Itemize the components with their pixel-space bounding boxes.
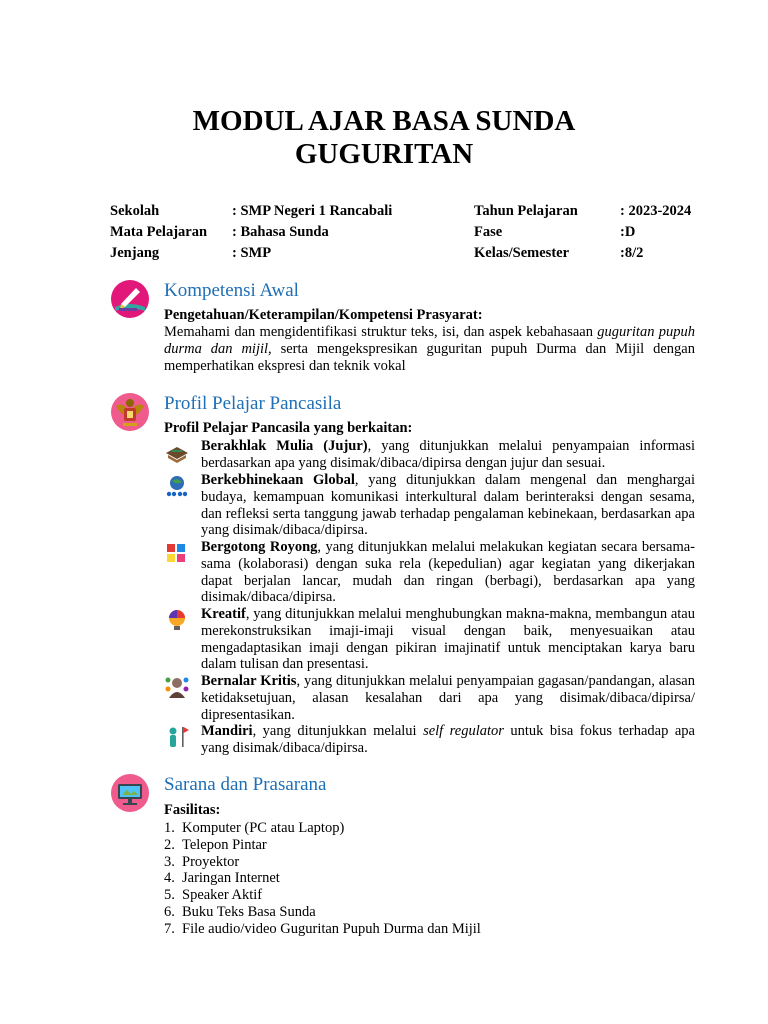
list-text: Komputer (PC atau Laptop) — [182, 820, 345, 836]
list-number: 1. — [164, 820, 175, 836]
meta-value: : SMP — [232, 245, 272, 261]
profil-item — [164, 673, 695, 723]
kompetensi-text: Memahami dan mengidentifikasi struktur teks, isi, dan aspek kebahasaan — [164, 324, 593, 340]
document-title-line1: MODUL AJAR BASA SUNDA — [192, 105, 576, 137]
sarana-subheading: Fasilitas: — [164, 802, 221, 818]
profil-item-text — [201, 539, 695, 606]
meta-value: :8/2 — [620, 245, 644, 261]
profil-item — [164, 438, 695, 472]
profil-item-italic: self regulator — [423, 723, 504, 739]
profil-item-title: Kreatif — [201, 606, 246, 622]
kompetensi-subheading: Pengetahuan/Keterampilan/Kompetensi Prasyarat: — [164, 307, 483, 323]
list-text: File audio/video Guguritan Pupuh Durma dan Mijil — [182, 920, 481, 937]
meta-label: Jenjang — [110, 245, 160, 261]
list-item — [164, 837, 481, 854]
meta-label: Fase — [474, 224, 503, 240]
kompetensi-italic: guguritan pupuh durma dan mijil — [164, 324, 696, 357]
list-number: 5. — [164, 887, 175, 904]
meta-label: Sekolah — [110, 203, 160, 219]
document-title-line2: GUGURITAN — [294, 138, 474, 170]
fasilitas-list — [164, 820, 481, 938]
profil-item-text — [201, 606, 695, 673]
meta-value: : SMP Negeri 1 Rancabali — [232, 203, 393, 219]
list-text: Jaringan Internet — [182, 870, 280, 887]
profil-item-text — [201, 673, 695, 723]
profil-item-desc: , yang ditunjukkan melalui menghubungkan makna-makna, membangun atau merekonstruksikan imaji-imaji visual dengan baik, menyesuaikan atau mengadaptasikan imaji dengan pikiran imajinatif untuk menciptakan karya baru dalam tulisan dan presentasi. — [201, 606, 695, 673]
profil-item-title: Bernalar Kritis — [201, 673, 297, 689]
list-text: Speaker Aktif — [182, 887, 263, 904]
profil-item-desc: , yang ditunjukkan melalui penyampaian informasi berdasarkan apa yang disimak/dibaca/dipirsa dengan jujur dan sesuai. — [201, 438, 695, 471]
meta-value: : 2023-2024 — [620, 203, 692, 219]
profil-item-text — [201, 438, 695, 472]
kompetensi-text-2: , serta mengekspresikan guguritan pupuh Durma dan Mijil dengan memperhatikan ekspresi dan teknik vokal — [164, 340, 695, 374]
list-text: Telepon Pintar — [182, 836, 267, 853]
meta-row — [110, 203, 700, 224]
gotong-royong-icon — [164, 540, 190, 566]
profil-item-title: Berkebhinekaan Global — [201, 472, 355, 488]
section-heading-profil: Profil Pelajar Pancasila — [164, 393, 342, 414]
meta-row — [110, 224, 700, 245]
meta-value: :D — [620, 224, 636, 240]
meta-label: Tahun Pelajaran — [474, 203, 578, 219]
meta-label: Kelas/Semester — [474, 245, 570, 261]
profil-item-text — [201, 723, 695, 757]
kompetensi-paragraph — [164, 324, 695, 374]
list-item — [164, 870, 481, 887]
profil-item — [164, 723, 695, 757]
list-number: 2. — [164, 836, 175, 853]
list-number: 7. — [164, 920, 175, 937]
mandiri-icon — [164, 724, 190, 750]
nalar-icon — [164, 674, 190, 700]
section-heading-sarana: Sarana dan Prasarana — [164, 774, 327, 795]
list-number: 3. — [164, 853, 175, 870]
list-number: 6. — [164, 903, 175, 920]
profil-item-desc-2: untuk bisa fokus terhadap apa yang disimak/dibaca/dipirsa. — [201, 723, 695, 756]
profil-item-desc: , yang ditunjukkan melalui — [252, 723, 424, 739]
sarana-icon — [110, 773, 150, 813]
list-item — [164, 887, 481, 904]
list-text: Proyektor — [182, 853, 240, 870]
profil-item-desc: , yang ditunjukkan melalui melakukan kegiatan secara bersama-sama (kolaborasi) dengan suka rela (kepedulian) agar kegiatan yang dikerjakan dapat berjalan lancar, mudah dan ringan (berbagi), berdasarkan apa yang disimak/dibaca/dipirsa. — [201, 539, 695, 606]
list-item — [164, 820, 481, 837]
meta-value: : Bahasa Sunda — [232, 224, 329, 240]
akhlak-icon — [164, 439, 190, 465]
meta-row — [110, 245, 700, 266]
list-item — [164, 854, 481, 871]
profil-item-title: Berakhlak Mulia (Jujur) — [201, 438, 368, 454]
global-icon — [164, 473, 190, 499]
list-item — [164, 921, 481, 938]
meta-table — [110, 203, 700, 266]
profil-item-text — [201, 472, 695, 539]
profil-item-desc: , yang ditunjukkan dalam mengenal dan menghargai budaya, kemampuan komunikasi interkultural dalam berinteraksi dengan sesama, dan refleksi serta tanggung jawab terhadap pengalaman kebinekaan, berdasarkan apa yang disimak/dibaca/dipirsa. — [201, 472, 695, 539]
list-text: Buku Teks Basa Sunda — [182, 903, 316, 920]
profil-item-desc: , yang ditunjukkan melalui penyampaian gagasan/pandangan, alasan ketidaksetujuan, alasan kesalahan dari apa yang disimak/dibaca/dipirsa/ dipresentasikan. — [201, 673, 695, 723]
profil-item-title: Mandiri — [201, 723, 253, 739]
profil-item — [164, 539, 695, 606]
list-number: 4. — [164, 870, 175, 887]
kreatif-icon — [164, 607, 190, 633]
profil-subheading: Profil Pelajar Pancasila yang berkaitan: — [164, 420, 413, 436]
profil-item — [164, 472, 695, 539]
profil-item — [164, 606, 695, 673]
profil-item-title: Bergotong Royong — [201, 539, 318, 555]
meta-label: Mata Pelajaran — [110, 224, 208, 240]
garuda-icon — [110, 392, 150, 432]
list-item — [164, 904, 481, 921]
competency-icon — [110, 279, 150, 319]
section-heading-kompetensi: Kompetensi Awal — [164, 280, 299, 301]
